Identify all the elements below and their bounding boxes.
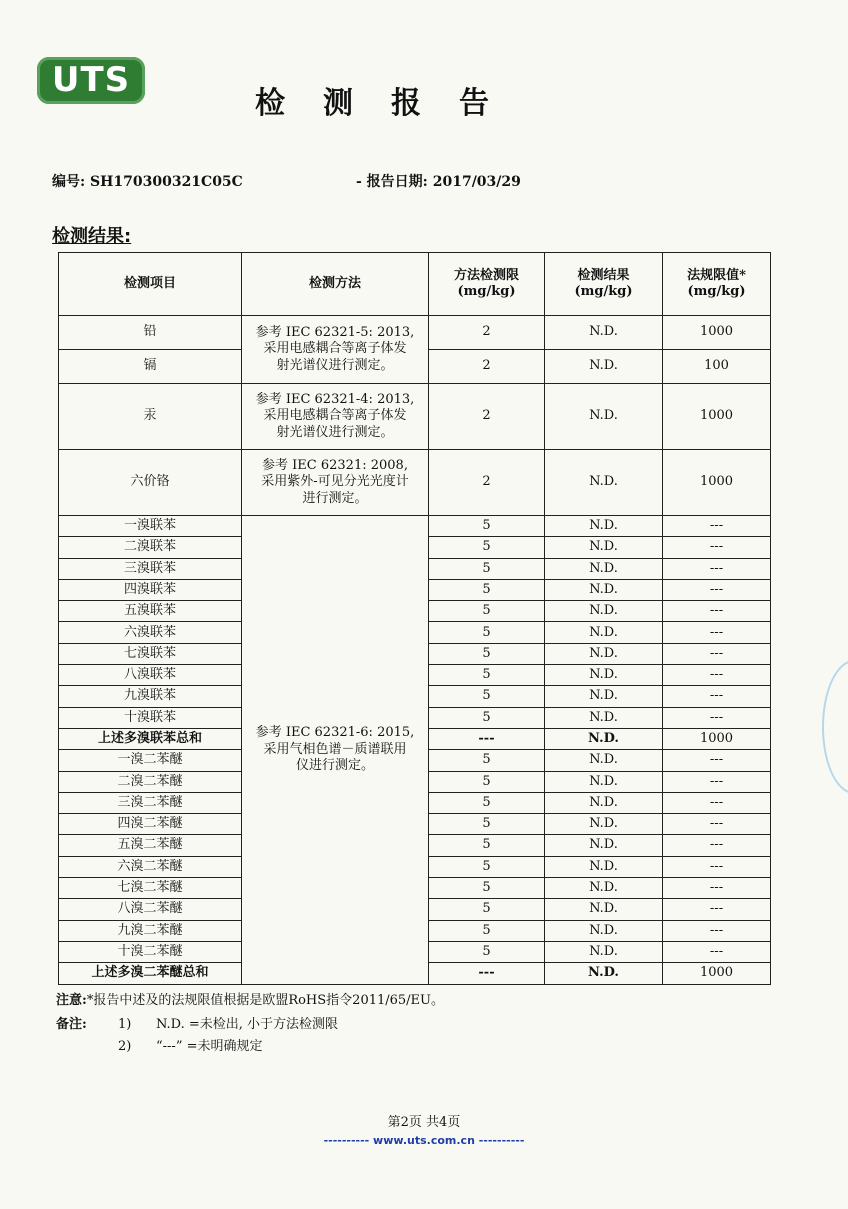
header-method: 检测方法	[242, 253, 429, 316]
mdl-cell: 5	[429, 920, 545, 941]
remark-1	[56, 1013, 338, 1032]
result-cell: N.D.	[545, 686, 663, 707]
result-cell: N.D.	[545, 941, 663, 962]
item-cell: 九溴联苯	[59, 686, 242, 707]
limit-cell: ---	[663, 601, 771, 622]
remark-number: 2)	[118, 1039, 132, 1054]
mdl-cell: 5	[429, 558, 545, 579]
method-cell: 参考 IEC 62321: 2008, 采用紫外-可见分光光度计 进行测定。	[242, 450, 429, 516]
item-cell: 二溴联苯	[59, 537, 242, 558]
limit-cell: ---	[663, 856, 771, 877]
limit-cell: 1000	[663, 963, 771, 984]
result-cell: N.D.	[545, 920, 663, 941]
item-cell: 十溴二苯醚	[59, 941, 242, 962]
item-cell: 八溴二苯醚	[59, 899, 242, 920]
limit-cell: ---	[663, 750, 771, 771]
limit-cell: ---	[663, 792, 771, 813]
limit-cell: ---	[663, 878, 771, 899]
item-cell: 八溴联苯	[59, 665, 242, 686]
mdl-cell: 5	[429, 792, 545, 813]
limit-cell: 1000	[663, 316, 771, 350]
limit-cell: ---	[663, 558, 771, 579]
item-cell: 一溴联苯	[59, 516, 242, 537]
limit-cell: 1000	[663, 728, 771, 749]
mdl-cell: 5	[429, 899, 545, 920]
item-cell: 铅	[59, 316, 242, 350]
result-cell: N.D.	[545, 537, 663, 558]
remark-text: N.D. =未检出, 小于方法检测限	[156, 1017, 339, 1032]
item-cell: 二溴二苯醚	[59, 771, 242, 792]
result-cell: N.D.	[545, 963, 663, 984]
item-cell: 镉	[59, 350, 242, 384]
report-title: 检测报告	[255, 86, 527, 121]
result-cell: N.D.	[545, 899, 663, 920]
header-item: 检测项目	[59, 253, 242, 316]
item-cell: 四溴联苯	[59, 579, 242, 600]
limit-cell: ---	[663, 537, 771, 558]
item-cell: 三溴联苯	[59, 558, 242, 579]
item-cell: 上述多溴二苯醚总和	[59, 963, 242, 984]
result-cell: N.D.	[545, 665, 663, 686]
remarks-label: 备注:	[56, 1017, 87, 1032]
header-result: 检测结果 (mg/kg)	[545, 253, 663, 316]
header-mdl: 方法检测限 (mg/kg)	[429, 253, 545, 316]
table-header-row	[59, 253, 771, 316]
item-cell: 五溴联苯	[59, 601, 242, 622]
page-number: 第2页 共4页	[387, 1115, 461, 1130]
website-link[interactable]: ---------- www.uts.com.cn ----------	[323, 1134, 525, 1147]
stamp-seal	[822, 660, 848, 794]
report-number: 编号: SH170300321C05C	[52, 174, 243, 190]
result-cell: N.D.	[545, 516, 663, 537]
result-cell: N.D.	[545, 316, 663, 350]
report-date: - 报告日期: 2017/03/29	[356, 174, 521, 190]
header-limit: 法规限值* (mg/kg)	[663, 253, 771, 316]
limit-cell: ---	[663, 835, 771, 856]
result-cell: N.D.	[545, 771, 663, 792]
method-cell: 参考 IEC 62321-4: 2013, 采用电感耦合等离子体发 射光谱仪进行测定。	[242, 384, 429, 450]
mdl-cell: 5	[429, 835, 545, 856]
limit-cell: ---	[663, 516, 771, 537]
mdl-cell: 5	[429, 707, 545, 728]
item-cell: 十溴联苯	[59, 707, 242, 728]
limit-cell: ---	[663, 771, 771, 792]
limit-cell: 1000	[663, 384, 771, 450]
uts-logo	[37, 57, 145, 104]
mdl-cell: 2	[429, 450, 545, 516]
method-cell: 参考 IEC 62321-6: 2015, 采用气相色谱－质谱联用 仪进行测定。	[242, 516, 429, 985]
table-row	[59, 384, 771, 450]
mdl-cell: 5	[429, 622, 545, 643]
result-cell: N.D.	[545, 558, 663, 579]
item-cell: 五溴二苯醚	[59, 835, 242, 856]
limit-cell: ---	[663, 622, 771, 643]
table-row	[59, 516, 771, 537]
mdl-cell: 5	[429, 941, 545, 962]
item-cell: 三溴二苯醚	[59, 792, 242, 813]
mdl-cell: 2	[429, 384, 545, 450]
item-cell: 一溴二苯醚	[59, 750, 242, 771]
limit-cell: ---	[663, 665, 771, 686]
mdl-cell: 5	[429, 579, 545, 600]
result-cell: N.D.	[545, 728, 663, 749]
mdl-cell: 5	[429, 686, 545, 707]
item-cell: 六溴二苯醚	[59, 856, 242, 877]
mdl-cell: 5	[429, 878, 545, 899]
result-cell: N.D.	[545, 384, 663, 450]
table-row	[59, 450, 771, 516]
result-cell: N.D.	[545, 856, 663, 877]
mdl-cell: 5	[429, 771, 545, 792]
mdl-cell: ---	[429, 963, 545, 984]
item-cell: 汞	[59, 384, 242, 450]
result-cell: N.D.	[545, 750, 663, 771]
result-cell: N.D.	[545, 814, 663, 835]
mdl-cell: 5	[429, 643, 545, 664]
result-cell: N.D.	[545, 835, 663, 856]
note-label: 注意:	[56, 993, 87, 1008]
section-title: 检测结果:	[52, 226, 132, 247]
mdl-cell: 5	[429, 814, 545, 835]
remark-text: “---” =未明确规定	[156, 1039, 263, 1054]
limit-cell: ---	[663, 707, 771, 728]
limit-cell: ---	[663, 941, 771, 962]
result-cell: N.D.	[545, 878, 663, 899]
mdl-cell: 5	[429, 537, 545, 558]
mdl-cell: 5	[429, 750, 545, 771]
remark-number: 1)	[118, 1017, 132, 1032]
item-cell: 上述多溴联苯总和	[59, 728, 242, 749]
result-cell: N.D.	[545, 707, 663, 728]
note-line	[56, 989, 444, 1008]
item-cell: 六溴联苯	[59, 622, 242, 643]
item-cell: 六价铬	[59, 450, 242, 516]
mdl-cell: 5	[429, 665, 545, 686]
item-cell: 四溴二苯醚	[59, 814, 242, 835]
item-cell: 七溴联苯	[59, 643, 242, 664]
result-cell: N.D.	[545, 622, 663, 643]
result-cell: N.D.	[545, 450, 663, 516]
limit-cell: ---	[663, 920, 771, 941]
table-row	[59, 316, 771, 350]
item-cell: 七溴二苯醚	[59, 878, 242, 899]
limit-cell: ---	[663, 686, 771, 707]
result-cell: N.D.	[545, 350, 663, 384]
results-table	[58, 252, 771, 985]
result-cell: N.D.	[545, 643, 663, 664]
mdl-cell: 5	[429, 516, 545, 537]
mdl-cell: 5	[429, 601, 545, 622]
mdl-cell: 5	[429, 856, 545, 877]
limit-cell: ---	[663, 899, 771, 920]
mdl-cell: 2	[429, 316, 545, 350]
item-cell: 九溴二苯醚	[59, 920, 242, 941]
remark-2	[118, 1035, 263, 1054]
limit-cell: 100	[663, 350, 771, 384]
method-cell: 参考 IEC 62321-5: 2013, 采用电感耦合等离子体发 射光谱仪进行测定。	[242, 316, 429, 384]
note-text: *报告中述及的法规限值根据是欧盟RoHS指令2011/65/EU。	[86, 993, 445, 1008]
limit-cell: ---	[663, 579, 771, 600]
result-cell: N.D.	[545, 579, 663, 600]
mdl-cell: ---	[429, 728, 545, 749]
limit-cell: 1000	[663, 450, 771, 516]
limit-cell: ---	[663, 814, 771, 835]
result-cell: N.D.	[545, 601, 663, 622]
logo-text: UTS	[51, 60, 131, 100]
result-cell: N.D.	[545, 792, 663, 813]
mdl-cell: 2	[429, 350, 545, 384]
limit-cell: ---	[663, 643, 771, 664]
